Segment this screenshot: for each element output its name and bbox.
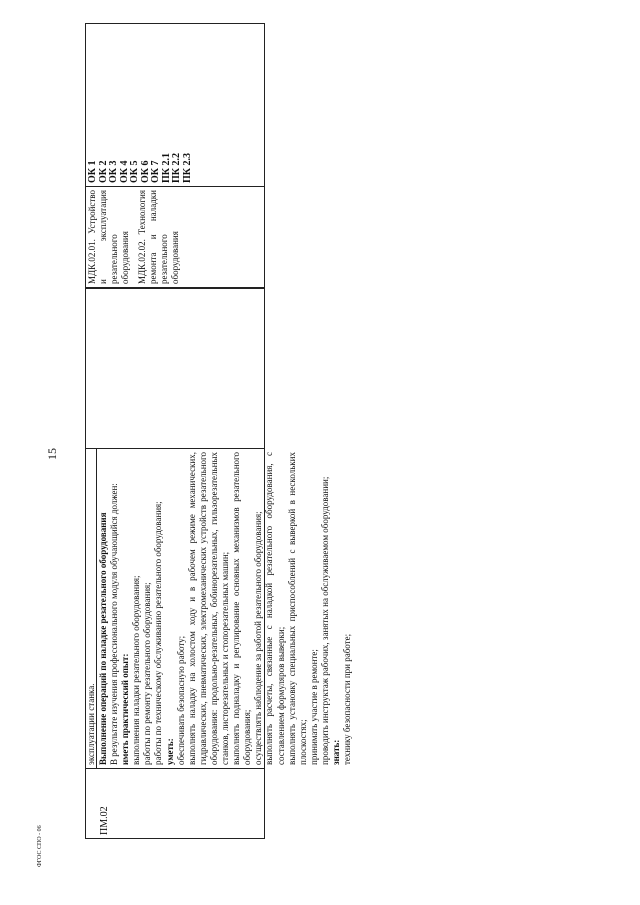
competencies-cell bbox=[86, 22, 264, 186]
page-number: 15 bbox=[45, 448, 59, 460]
module-intro: В результате изучения профессионального модуля обучающийся должен: bbox=[109, 483, 120, 765]
experience-item: работы по ремонту резательного оборудования; bbox=[142, 582, 153, 765]
competency-code: ОК 4 bbox=[118, 160, 130, 183]
competency-code: ПК 2.2 bbox=[171, 152, 182, 183]
footer-code: ФГОС СПО - 06 bbox=[37, 825, 43, 867]
competency-code: ОК 5 bbox=[129, 160, 140, 183]
skill-item: выполнять расчеты, связанные с наладкой резательного оборудования, с составлением формуляров выверки; bbox=[264, 452, 286, 765]
knowledge-heading: знать: bbox=[330, 739, 341, 765]
knowledge-item: технику безопасности при работе; bbox=[342, 633, 353, 765]
competency-code: ОК 7 bbox=[150, 160, 161, 183]
competency-code: ОК 2 bbox=[97, 160, 109, 183]
mdk-item: МДК.02.01. Устройство и эксплуатация резательного оборудования bbox=[87, 190, 130, 284]
mdk-cell bbox=[86, 186, 264, 288]
module-code: ПМ.02 bbox=[99, 806, 110, 835]
mdk-item: МДК.02.02. Технология ремонта и наладки резательного оборудования bbox=[137, 190, 180, 284]
skill-item: проводить инструктаж рабочих, занятых на обслуживаемом оборудовании; bbox=[319, 476, 330, 765]
skills-heading: уметь: bbox=[164, 738, 175, 765]
rotated-table-area bbox=[85, 23, 353, 839]
previous-row-continuation: эксплуатации станка. bbox=[86, 449, 97, 768]
skill-item: выполнять наладку на холостом ходу и в рабочем режиме механических, гидравлических, пневматических, электромеханических устройств резательного оборудования: продольно-резательных, бобинорезательных, гильзорезательных станков, листорезательных и стопорезательных машин; bbox=[186, 452, 231, 765]
module-code-cell bbox=[86, 768, 264, 838]
skill-item: осуществлять наблюдение за работой резательного оборудования; bbox=[253, 511, 264, 765]
competency-code: ПК 2.1 bbox=[160, 152, 172, 183]
competency-code: ОК 3 bbox=[108, 160, 119, 183]
code-spacer bbox=[88, 772, 99, 835]
module-table bbox=[85, 23, 353, 839]
skill-item: выполнять подналадку и регулирование основных механизмов резательного оборудования; bbox=[231, 452, 253, 765]
competency-code: ОК 1 bbox=[87, 160, 98, 183]
skill-item: выполнять установку специальных приспособлений с выверкой в нескольких плоскостях; bbox=[286, 452, 308, 765]
module-title: Выполнение операций по наладке резательного оборудования bbox=[98, 512, 108, 765]
experience-heading: иметь практический опыт: bbox=[120, 653, 131, 765]
competency-code: ОК 6 bbox=[139, 160, 151, 183]
experience-item: выполнения наладки резательного оборудования; bbox=[131, 575, 142, 765]
skill-item: принимать участие в ремонте; bbox=[308, 649, 319, 765]
skill-item: обеспечивать безопасную работу; bbox=[175, 635, 186, 765]
experience-item: работы по техническому обслуживанию резательного оборудования; bbox=[153, 501, 164, 765]
competency-code: ПК 2.3 bbox=[181, 152, 193, 183]
hours-max-cell bbox=[86, 288, 264, 448]
module-content-cell bbox=[86, 448, 353, 768]
module-content-body bbox=[97, 449, 354, 768]
